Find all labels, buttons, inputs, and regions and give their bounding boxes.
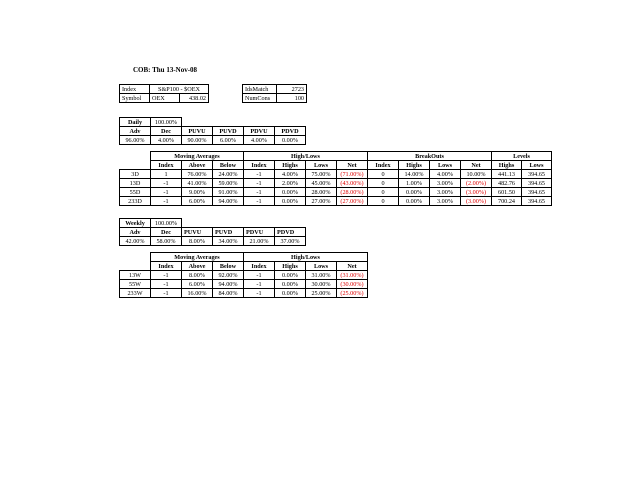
table-cell: 700.24 bbox=[492, 197, 522, 206]
weekly-header: PDVU bbox=[244, 228, 275, 237]
table-cell: 441.13 bbox=[492, 170, 522, 179]
weekly-value: 34.00% bbox=[213, 237, 244, 246]
table-cell: 92.00% bbox=[213, 271, 244, 280]
daily-detail-table bbox=[119, 151, 552, 206]
column-header: Index bbox=[244, 262, 275, 271]
table-cell: 3.00% bbox=[430, 197, 461, 206]
num-cons-value: 100 bbox=[277, 94, 307, 103]
column-header: Net bbox=[337, 161, 368, 170]
table-cell: (3.00%) bbox=[461, 197, 492, 206]
table-cell: 75.00% bbox=[306, 170, 337, 179]
column-header: Net bbox=[461, 161, 492, 170]
group-moving-averages: Moving Averages bbox=[151, 253, 244, 262]
daily-header: PUVD bbox=[213, 127, 244, 136]
row-label: 13D bbox=[120, 179, 151, 188]
table-cell: 0.00% bbox=[399, 197, 430, 206]
column-header: Below bbox=[213, 262, 244, 271]
table-cell: 601.50 bbox=[492, 188, 522, 197]
table-row bbox=[120, 170, 552, 179]
table-cell: -1 bbox=[244, 271, 275, 280]
index-label: Index bbox=[120, 85, 150, 94]
table-cell: 0 bbox=[368, 197, 399, 206]
table-cell: -1 bbox=[151, 289, 182, 298]
table-cell: (31.00%) bbox=[337, 271, 368, 280]
column-header: Above bbox=[182, 161, 213, 170]
symbol-label: Symbol bbox=[120, 94, 150, 103]
table-cell: 10.00% bbox=[461, 170, 492, 179]
weekly-value: 8.00% bbox=[182, 237, 213, 246]
table-cell: 30.00% bbox=[306, 280, 337, 289]
daily-header: Adv bbox=[120, 127, 151, 136]
table-cell: -1 bbox=[151, 188, 182, 197]
symbol-value: OEX bbox=[150, 94, 180, 103]
column-header: Index bbox=[368, 161, 399, 170]
column-header: Index bbox=[151, 262, 182, 271]
table-cell: (30.00%) bbox=[337, 280, 368, 289]
column-header: Index bbox=[244, 161, 275, 170]
table-cell: -1 bbox=[244, 289, 275, 298]
daily-header: PDVU bbox=[244, 127, 275, 136]
row-label: 233D bbox=[120, 197, 151, 206]
table-cell: (27.00%) bbox=[337, 197, 368, 206]
table-cell: 41.00% bbox=[182, 179, 213, 188]
table-cell: 31.00% bbox=[306, 271, 337, 280]
daily-value: 6.00% bbox=[213, 136, 244, 145]
table-cell: 59.00% bbox=[213, 179, 244, 188]
report-title: COB: Thu 13-Nov-08 bbox=[133, 66, 198, 74]
table-cell: -1 bbox=[244, 170, 275, 179]
table-cell: 1.00% bbox=[399, 179, 430, 188]
daily-value: 0.00% bbox=[275, 136, 306, 145]
column-header: Highs bbox=[275, 161, 306, 170]
row-label: 55D bbox=[120, 188, 151, 197]
column-header: Below bbox=[213, 161, 244, 170]
table-cell: 94.00% bbox=[213, 197, 244, 206]
daily-value: 4.00% bbox=[244, 136, 275, 145]
index-info-table bbox=[119, 84, 209, 103]
table-cell: 91.00% bbox=[213, 188, 244, 197]
weekly-value: 21.00% bbox=[244, 237, 275, 246]
weekly-header: PUVD bbox=[213, 228, 244, 237]
weekly-header: PUVU bbox=[182, 228, 213, 237]
table-cell: 394.65 bbox=[522, 188, 552, 197]
table-cell: 6.00% bbox=[182, 197, 213, 206]
column-header: Index bbox=[151, 161, 182, 170]
daily-header: PUVU bbox=[182, 127, 213, 136]
index-value: S&P100 - $OEX bbox=[150, 85, 209, 94]
column-header: Highs bbox=[275, 262, 306, 271]
table-cell: (3.00%) bbox=[461, 188, 492, 197]
row-label: 13W bbox=[120, 271, 151, 280]
weekly-pct: 100.00% bbox=[151, 219, 182, 228]
daily-pct: 100.00% bbox=[151, 118, 182, 127]
table-cell: -1 bbox=[151, 179, 182, 188]
weekly-detail-table bbox=[119, 252, 368, 298]
table-cell: 0 bbox=[368, 179, 399, 188]
table-cell: 94.00% bbox=[213, 280, 244, 289]
num-cons-label: NumCons bbox=[243, 94, 277, 103]
weekly-value: 42.00% bbox=[120, 237, 151, 246]
group-high-lows: High/Lows bbox=[244, 152, 368, 161]
weekly-summary-table bbox=[119, 218, 306, 246]
weekly-value: 58.00% bbox=[151, 237, 182, 246]
table-cell: -1 bbox=[244, 179, 275, 188]
table-cell: -1 bbox=[151, 271, 182, 280]
table-cell: 3.00% bbox=[430, 179, 461, 188]
daily-header: Dec bbox=[151, 127, 182, 136]
symbol-price: 438.02 bbox=[180, 94, 209, 103]
table-row bbox=[120, 179, 552, 188]
weekly-value: 37.00% bbox=[275, 237, 306, 246]
table-cell: 16.00% bbox=[182, 289, 213, 298]
group-high-lows: High/Lows bbox=[244, 253, 368, 262]
table-cell: 45.00% bbox=[306, 179, 337, 188]
row-label: 233W bbox=[120, 289, 151, 298]
table-row bbox=[120, 197, 552, 206]
table-cell: 394.65 bbox=[522, 179, 552, 188]
table-cell: 394.65 bbox=[522, 170, 552, 179]
table-cell: 482.76 bbox=[492, 179, 522, 188]
weekly-header: Dec bbox=[151, 228, 182, 237]
table-cell: 4.00% bbox=[430, 170, 461, 179]
ids-match-label: IdsMatch bbox=[243, 85, 277, 94]
table-cell: 1 bbox=[151, 170, 182, 179]
table-cell: 76.00% bbox=[182, 170, 213, 179]
table-cell: 8.00% bbox=[182, 271, 213, 280]
table-cell: -1 bbox=[244, 197, 275, 206]
match-info-table bbox=[242, 84, 307, 103]
column-header: Net bbox=[337, 262, 368, 271]
row-label: 3D bbox=[120, 170, 151, 179]
daily-value: 90.00% bbox=[182, 136, 213, 145]
table-cell: (71.00%) bbox=[337, 170, 368, 179]
daily-value: 4.00% bbox=[151, 136, 182, 145]
table-row bbox=[120, 280, 368, 289]
column-header: Lows bbox=[306, 262, 337, 271]
table-cell: 27.00% bbox=[306, 197, 337, 206]
table-cell: 0.00% bbox=[275, 271, 306, 280]
table-cell: -1 bbox=[151, 197, 182, 206]
table-cell: 0.00% bbox=[275, 197, 306, 206]
table-row bbox=[120, 271, 368, 280]
column-header: Lows bbox=[522, 161, 552, 170]
table-cell: 0 bbox=[368, 170, 399, 179]
table-cell: 2.00% bbox=[275, 179, 306, 188]
table-cell: 9.00% bbox=[182, 188, 213, 197]
table-cell: 28.00% bbox=[306, 188, 337, 197]
table-row bbox=[120, 289, 368, 298]
table-cell: (28.00%) bbox=[337, 188, 368, 197]
table-cell: (2.00%) bbox=[461, 179, 492, 188]
group-breakouts: BreakOuts bbox=[368, 152, 492, 161]
daily-summary-table bbox=[119, 117, 306, 145]
table-cell: 24.00% bbox=[213, 170, 244, 179]
column-header: Lows bbox=[430, 161, 461, 170]
table-cell: 6.00% bbox=[182, 280, 213, 289]
table-cell: 84.00% bbox=[213, 289, 244, 298]
table-cell: 25.00% bbox=[306, 289, 337, 298]
daily-label: Daily bbox=[120, 118, 151, 127]
table-cell: 0.00% bbox=[275, 289, 306, 298]
weekly-label: Weekly bbox=[120, 219, 151, 228]
column-header: Highs bbox=[492, 161, 522, 170]
column-header: Above bbox=[182, 262, 213, 271]
table-cell: 0.00% bbox=[275, 188, 306, 197]
daily-value: 96.00% bbox=[120, 136, 151, 145]
table-cell: -1 bbox=[244, 188, 275, 197]
ids-match-value: 2723 bbox=[277, 85, 307, 94]
table-cell: (25.00%) bbox=[337, 289, 368, 298]
table-cell: 3.00% bbox=[430, 188, 461, 197]
weekly-header: PDVD bbox=[275, 228, 306, 237]
column-header: Lows bbox=[306, 161, 337, 170]
table-cell: 394.65 bbox=[522, 197, 552, 206]
table-cell: -1 bbox=[244, 280, 275, 289]
table-cell: -1 bbox=[151, 280, 182, 289]
group-moving-averages: Moving Averages bbox=[151, 152, 244, 161]
table-cell: 0.00% bbox=[399, 188, 430, 197]
weekly-header: Adv bbox=[120, 228, 151, 237]
table-cell: 14.00% bbox=[399, 170, 430, 179]
table-cell: 4.00% bbox=[275, 170, 306, 179]
column-header: Highs bbox=[399, 161, 430, 170]
table-cell: (43.00%) bbox=[337, 179, 368, 188]
table-cell: 0 bbox=[368, 188, 399, 197]
daily-header: PDVD bbox=[275, 127, 306, 136]
row-label: 55W bbox=[120, 280, 151, 289]
group-levels: Levels bbox=[492, 152, 552, 161]
table-cell: 0.00% bbox=[275, 280, 306, 289]
table-row bbox=[120, 188, 552, 197]
